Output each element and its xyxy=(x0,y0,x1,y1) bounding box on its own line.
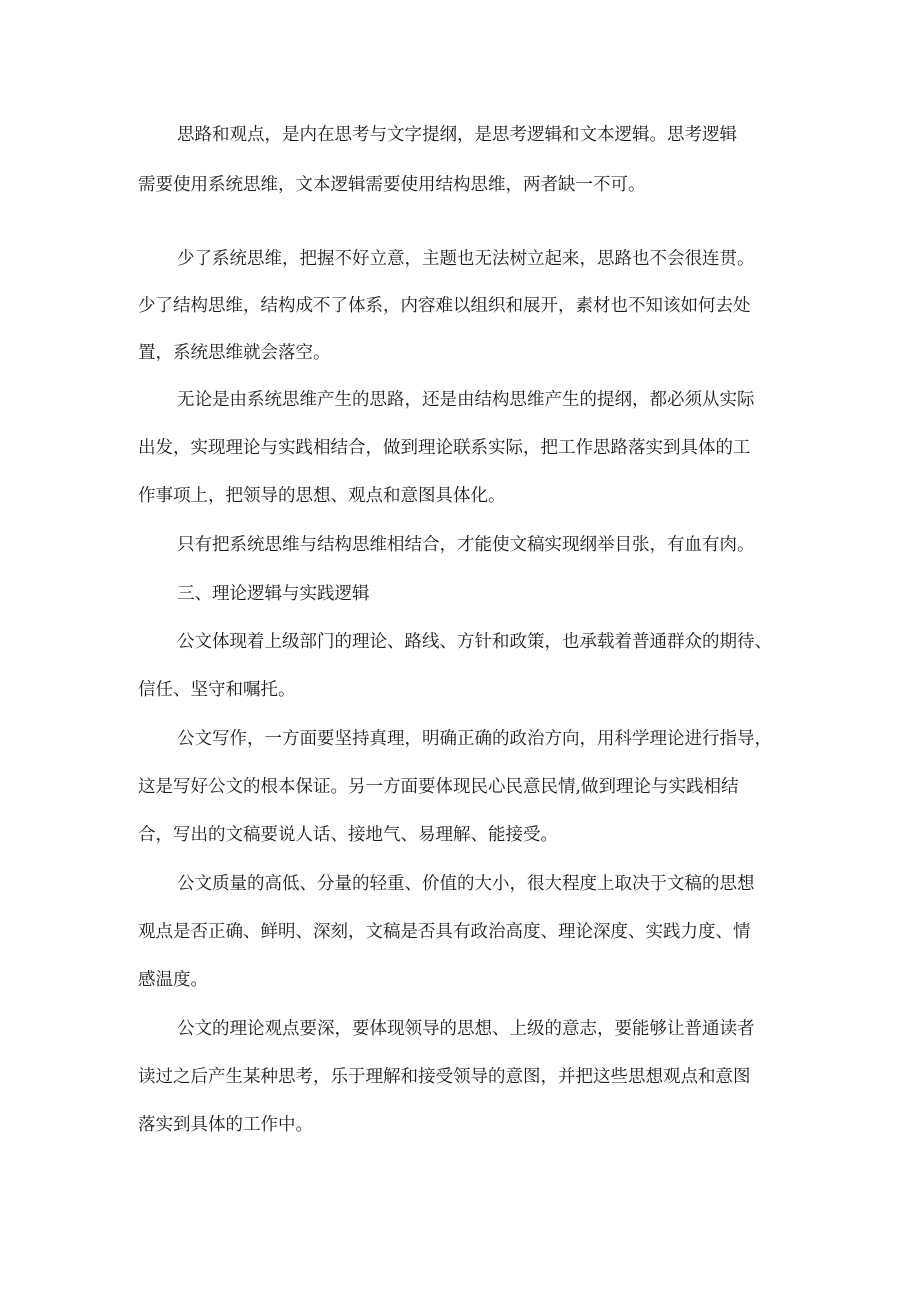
paragraph-line: 公文体现着上级部门的理论、路线、方针和政策，也承载着普通群众的期待、 xyxy=(177,632,772,652)
paragraph-line: 落实到具体的工作中。 xyxy=(138,1115,313,1135)
paragraph-line: 公文写作，一方面要坚持真理，明确正确的政治方向，用科学理论进行指导， xyxy=(177,729,772,749)
paragraph-line: 少了系统思维，把握不好立意，主题也无法树立起来，思路也不会很连贯。 xyxy=(177,249,755,269)
paragraph-line: 只有把系统思维与结构思维相结合，才能使文稿实现纲举目张，有血有肉。 xyxy=(177,535,755,555)
paragraph-line: 出发，实现理论与实践相结合，做到理论联系实际，把工作思路落实到具体的工 xyxy=(138,438,751,458)
paragraph-line: 公文质量的高低、分量的轻重、价值的大小，很大程度上取决于文稿的思想 xyxy=(177,874,755,894)
paragraph-line: 作事项上，把领导的思想、观点和意图具体化。 xyxy=(138,486,506,506)
paragraph-line: 这是写好公文的根本保证。另一方面要体现民心民意民情,做到理论与实践相结 xyxy=(138,777,739,797)
paragraph-line: 信任、坚守和嘱托。 xyxy=(138,680,296,700)
paragraph-line: 感温度。 xyxy=(138,970,208,990)
paragraph-line: 观点是否正确、鲜明、深刻，文稿是否具有政治高度、理论深度、实践力度、情 xyxy=(138,922,751,942)
paragraph-line: 需要使用系统思维，文本逻辑需要使用结构思维，两者缺一不可。 xyxy=(138,175,646,195)
paragraph-line: 少了结构思维，结构成不了体系，内容难以组织和展开，素材也不知该如何去处 xyxy=(138,296,751,316)
paragraph-line: 无论是由系统思维产生的思路，还是由结构思维产生的提纲，都必须从实际 xyxy=(177,390,755,410)
paragraph-line: 合，写出的文稿要说人话、接地气、易理解、能接受。 xyxy=(138,825,558,845)
section-heading: 三、理论逻辑与实践逻辑 xyxy=(177,584,370,604)
paragraph-line: 公文的理论观点要深，要体现领导的思想、上级的意志，要能够让普通读者 xyxy=(177,1019,755,1039)
paragraph-line: 置，系统思维就会落空。 xyxy=(138,343,331,363)
paragraph-line: 思路和观点，是内在思考与文字提纲，是思考逻辑和文本逻辑。思考逻辑 xyxy=(177,125,737,145)
paragraph-line: 读过之后产生某种思考，乐于理解和接受领导的意图，并把这些思想观点和意图 xyxy=(138,1067,751,1087)
